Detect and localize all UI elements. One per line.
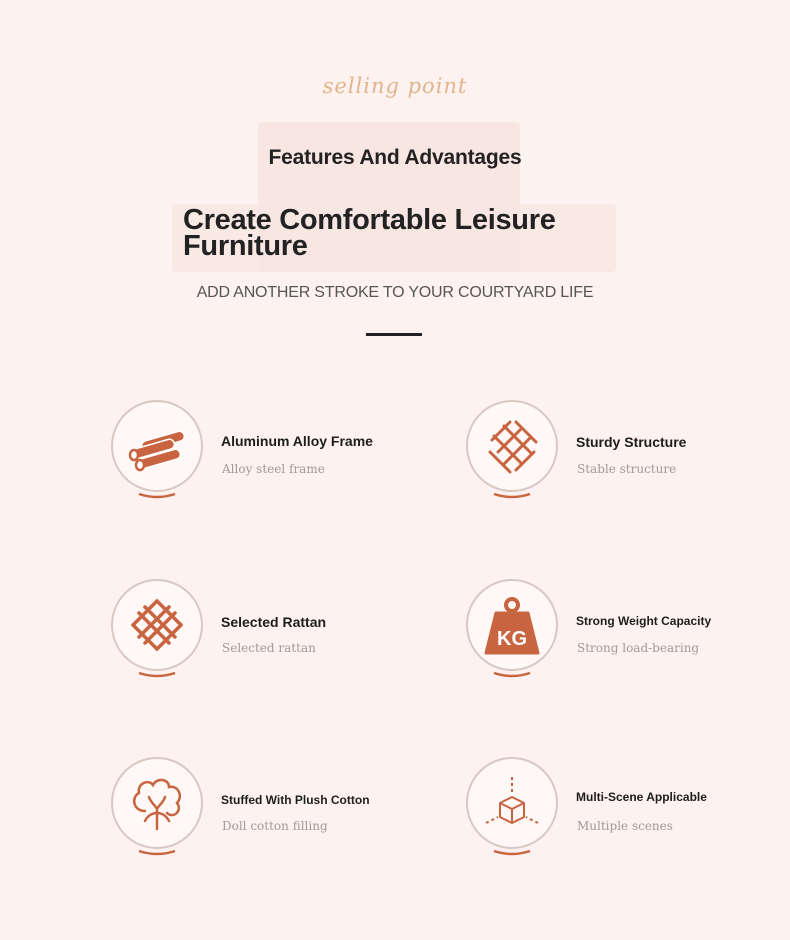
feature-icon-circle [466,400,558,492]
feature-subtitle: Strong load-bearing [577,641,700,655]
accent-arc [137,492,177,500]
accent-arc [492,492,532,500]
feature-subtitle: Doll cotton filling [222,819,328,833]
kg-label: KG [497,628,527,650]
feature-plush-cotton [111,757,411,867]
feature-title: Stuffed With Plush Cotton [221,793,370,807]
feature-title: Aluminum Alloy Frame [221,433,373,449]
feature-icon-circle [111,757,203,849]
accent-arc [137,671,177,679]
feature-subtitle: Alloy steel frame [222,462,325,476]
accent-arc [492,849,532,857]
page-title: Create Comfortable Leisure Furniture [183,204,556,262]
weave-icon [480,414,544,478]
accent-arc [492,671,532,679]
feature-title: Multi-Scene Applicable [576,790,707,804]
feature-strong-weight-capacity [466,579,766,689]
feature-selected-rattan [111,579,411,689]
feature-icon-circle [466,757,558,849]
cube-icon [480,771,544,835]
feature-aluminum-alloy-frame [111,400,411,510]
feature-subtitle: Multiple scenes [577,819,673,833]
title-divider [366,333,422,336]
feature-multi-scene [466,757,766,867]
tagline: ADD ANOTHER STROKE TO YOUR COURTYARD LIFE [196,284,594,301]
feature-icon-circle [111,400,203,492]
feature-icon-circle [466,579,558,671]
accent-arc [137,849,177,857]
cotton-icon [125,771,189,835]
feature-sturdy-structure [466,400,766,510]
section-subtitle: Features And Advantages [268,146,522,169]
feature-icon-circle [111,579,203,671]
pipes-icon [125,414,189,478]
feature-title: Sturdy Structure [576,434,687,450]
feature-subtitle: Stable structure [577,462,677,476]
feature-title: Strong Weight Capacity [576,614,712,628]
feature-title: Selected Rattan [221,614,327,630]
feature-subtitle: Selected rattan [222,641,316,655]
selling-point-script: selling point [322,74,468,98]
rattan-icon [125,593,189,657]
kg-weight-icon [480,593,544,657]
